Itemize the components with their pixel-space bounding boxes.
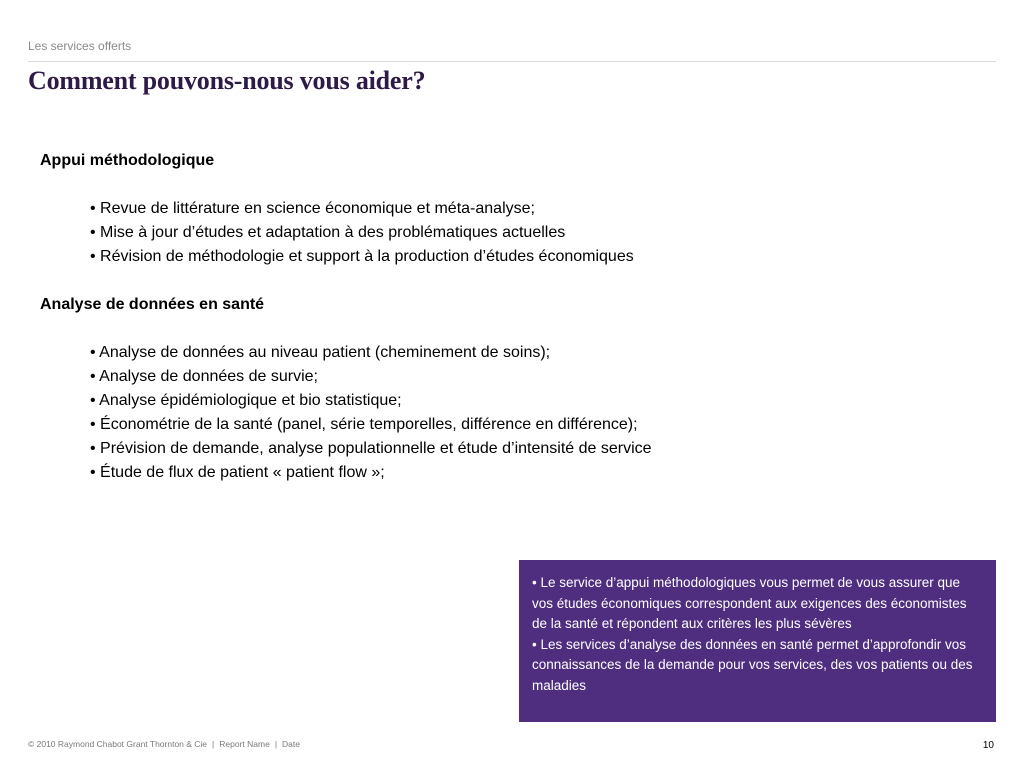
footer-separator: |: [274, 739, 278, 749]
page-number: 10: [982, 740, 994, 751]
list-item: • Revue de littérature en science économique et méta-analyse;: [90, 200, 535, 217]
section-health-data: [40, 293, 940, 485]
callout-item: • Les services d’analyse des données en santé permet d’approfondir vos connaissances de la demande pour vos services, des vos patients ou des maladies: [532, 636, 973, 693]
footer: [28, 739, 300, 749]
callout-box: [519, 560, 996, 722]
footer-separator: |: [212, 739, 215, 749]
list-item: • Révision de méthodologie et support à la production d’études économiques: [90, 248, 634, 265]
section-heading: Appui méthodologique: [40, 152, 215, 169]
list-item: • Analyse épidémiologique et bio statistique;: [90, 392, 402, 409]
list-item: • Économétrie de la santé (panel, série temporelles, différence en différence);: [90, 416, 638, 433]
section-label: Les services offerts: [28, 39, 132, 53]
bullet-list: [90, 341, 940, 485]
main-content: [40, 149, 940, 509]
list-item: • Mise à jour d’études et adaptation à des problématiques actuelles: [90, 224, 566, 241]
section-heading: Analyse de données en santé: [40, 296, 265, 313]
section-methodology: [40, 149, 940, 269]
callout-item: • Le service d’appui méthodologiques vous permet de vous assurer que vos études économiques correspondent aux exigences des économistes de la santé et répondent aux critères les plus sévères: [532, 575, 967, 631]
list-item: • Analyse de données de survie;: [90, 368, 318, 385]
bullet-list: [90, 197, 940, 269]
footer-date: Date: [282, 739, 301, 749]
list-item: • Prévision de demande, analyse populationnelle et étude d’intensité de service: [90, 440, 652, 457]
list-item: • Analyse de données au niveau patient (cheminement de soins);: [90, 344, 551, 361]
header-divider: [28, 61, 996, 62]
page-title: Comment pouvons-nous vous aider?: [28, 66, 426, 95]
list-item: • Étude de flux de patient « patient flow »;: [90, 464, 385, 481]
footer-report-name: Report Name: [219, 739, 270, 749]
footer-copyright: © 2010 Raymond Chabot Grant Thornton & Cie: [28, 739, 208, 749]
